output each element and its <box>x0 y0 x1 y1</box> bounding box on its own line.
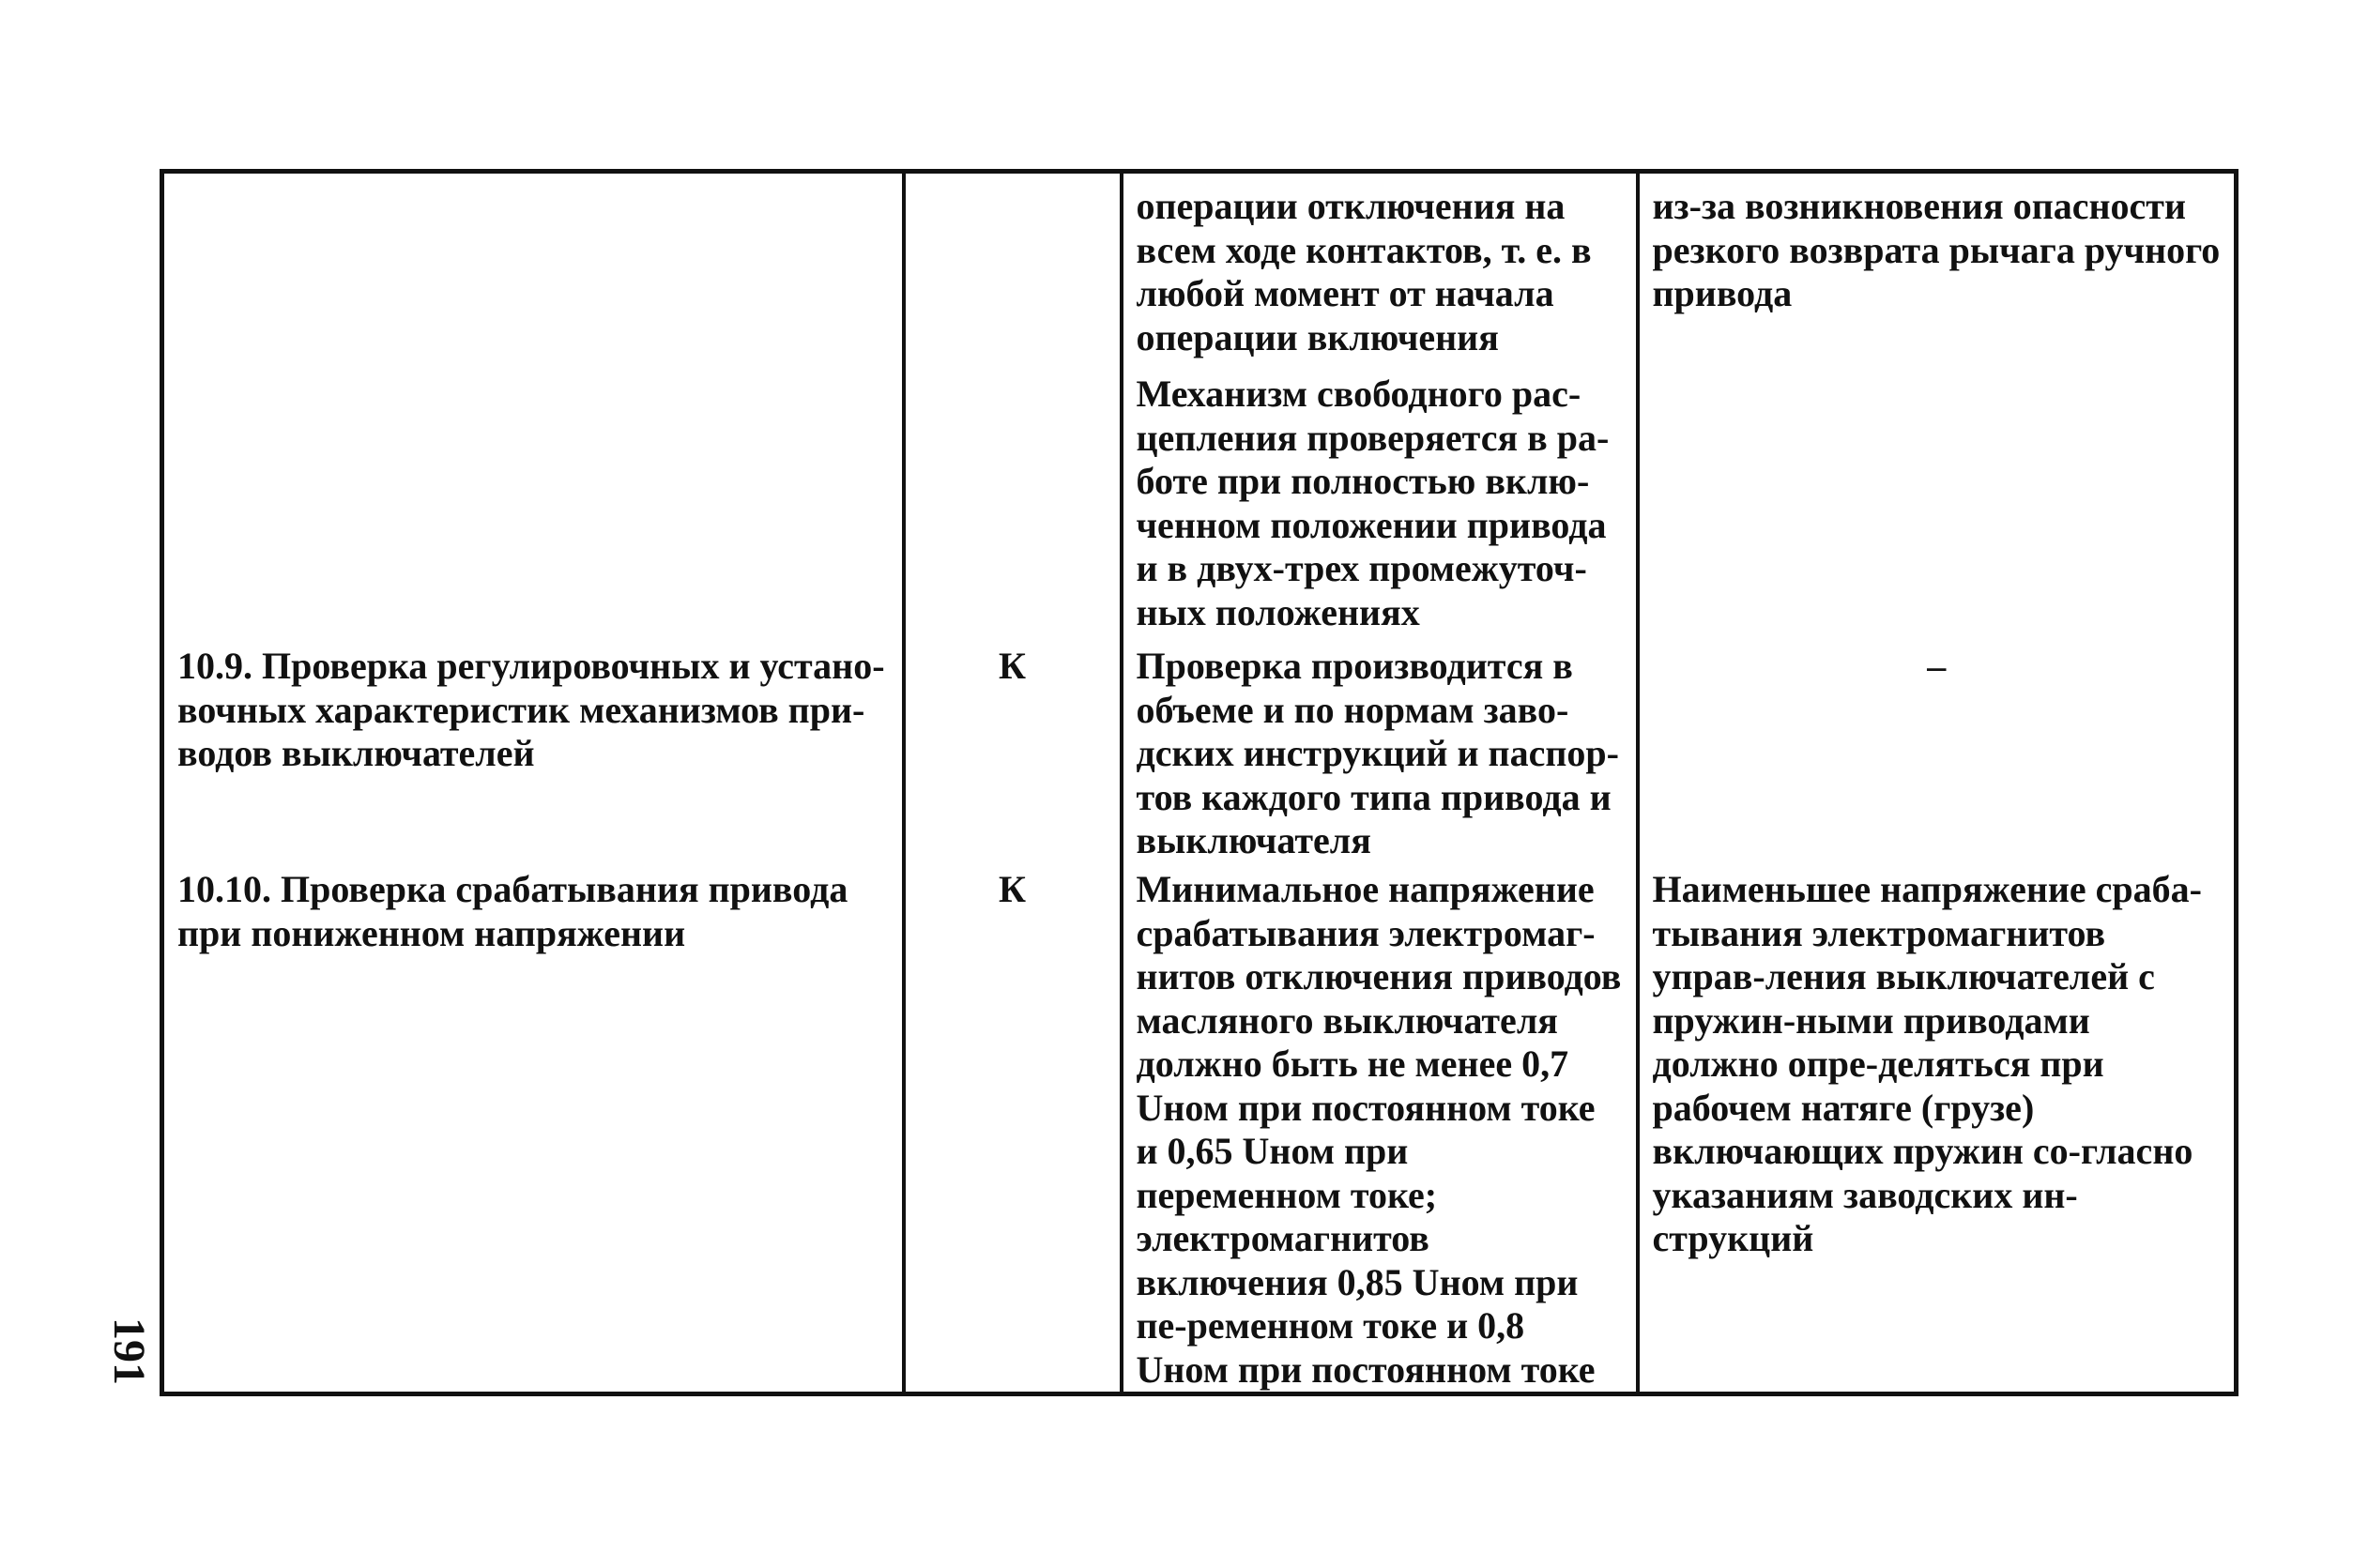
note-text: из-за возникновения опасности резкого возврата рычага ручного привода <box>1652 185 2221 314</box>
note-text: – <box>1927 645 1947 687</box>
table-row <box>162 868 2237 1394</box>
category-cell <box>904 645 1122 868</box>
item-cell <box>162 172 904 646</box>
category-text: К <box>998 868 1026 910</box>
note-cell <box>1638 172 2237 646</box>
note-text: Наименьшее напряжение сраба-тывания электромагнитов управ-ления выключателей с пружин-ными приводами должно опре-деляться при рабочем натяге (грузе) включающих пружин со-гласно указаниям заводских ин-струкций <box>1652 868 2202 1259</box>
category-cell <box>904 868 1122 1394</box>
category-text: К <box>998 645 1026 687</box>
requirement-text: Механизм свободного рас-цепления проверяется в ра-боте при полностью вклю-ченном положении привода и в двух-трех промежуточ-ных положениях <box>1136 373 1610 633</box>
item-text: 10.9. Проверка регулировочных и устано-вочных характеристик механизмов при-водов выключателей <box>177 645 885 774</box>
requirement-text: Минимальное напряжение срабатывания электромаг-нитов отключения приводов масляного выключателя должно быть не менее 0,7 Uном при постоянном токе и 0,65 Uном при переменном токе; электромагнитов включения 0,85 Uном при пе-ременном токе и 0,8 Uном при постоянном токе <box>1136 868 1622 1391</box>
requirement-cell <box>1122 868 1638 1394</box>
note-cell <box>1638 645 2237 868</box>
requirement-text: операции отключения на всем ходе контактов, т. е. в любой момент от начала операции включения <box>1136 185 1592 358</box>
note-cell <box>1638 868 2237 1394</box>
item-cell <box>162 645 904 868</box>
table-row <box>162 645 2237 868</box>
requirement-text: Проверка производится в объеме и по нормам заво-дских инструкций и паспор-тов каждого типа привода и выключателя <box>1136 645 1619 861</box>
requirement-cell <box>1122 645 1638 868</box>
item-text: 10.10. Проверка срабатывания привода при пониженном напряжении <box>177 868 848 954</box>
item-cell <box>162 868 904 1394</box>
table-row <box>162 172 2237 646</box>
category-cell <box>904 172 1122 646</box>
page-number: 191 <box>104 1317 154 1385</box>
requirement-cell <box>1122 172 1638 646</box>
inspection-table <box>160 169 2238 1396</box>
